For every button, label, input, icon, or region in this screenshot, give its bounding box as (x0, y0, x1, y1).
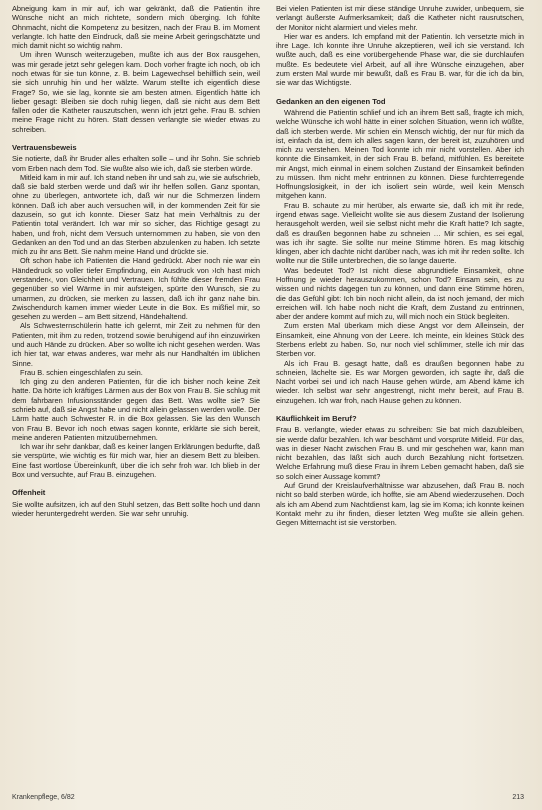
paragraph: Als Schwesternschülerin hatte ich gelernt, mir Zeit zu nehmen für den Patienten, mit ihm zu reden, trotzend sowie beruhigend auf ihn einzuwirken und auch Hände zu drücken. Aber so wollte ich nicht gesehen werden. Was ich hier tat, war etwas anderes, war mehr als nur Handhaltén im üblichen Sinne. (12, 321, 260, 368)
paragraph: Frau B. schien eingeschlafen zu sein. (20, 367, 143, 377)
paragraph: Bei vielen Patienten ist mir diese ständige Unruhe zuwider, unbequem, sie verlangt äußerste Aufmerksamkeit; daß die Katheter nicht rausrutschen, der Monitor nicht alarmiert und vieles mehr. (276, 4, 524, 32)
paragraph: Während die Patientin schlief und ich an ihrem Bett saß, fragte ich mich, welche Wünsche ich wohl hätte in einer solchen Situation, wenn ich wüßte, daß ich sterben werde. Mir schien ein Mensch wichtig, der nur für mich da ist, einfach da ist, dem ich alles sagen kann, der bereit ist, zuzuhören und mich zu verstehen. Meinen Tod konnte ich mir nicht vorstellen. Aber ich konnte die Einsamkeit, in der sich Frau B. befand, mitfühlen. Es bereitete mir Angst, mich einmal in einem solchen Zustand der Einsamkeit befinden zu müssen. Ihm nicht mehr entrinnen zu können. Diese furchterregende Hoffnungslosigkeit, in der ich isoliert sein würde, weil kein Mensch mitgehen kann. (276, 107, 524, 201)
paragraph: Sie notierte, daß ihr Bruder alles erhalten solle – und ihr Sohn. Sie schrieb vom Erben nach dem Tod. Sie wußte also wie ich, daß sie sterben würde. (12, 154, 260, 173)
page-number: 213 (512, 794, 524, 801)
paragraph: Als ich Frau B. gesagt hatte, daß es draußen begonnen habe zu schneien, lächelte sie. Es war Morgen geworden, ich sagte ihr, daß die Nacht vorbei sei und ich nach Hause gehen würde, am Abend käme ich wieder. Ich selbst war sehr angestrengt, nicht mehr bereit, auf Frau B. einzugehen. Ich war froh, nach Hause gehen zu können. (276, 358, 524, 405)
paragraph: Frau B. verlangte, wieder etwas zu schreiben: Sie bat mich dazubleiben, sie werde dafür bezahlen. Ich war beschämt und vorsprüte Mitleid. Für das, was in dieser Nacht zwischen Frau B. und mir geschehen war, kann man nicht bezahlen, das läßt sich auch durch Bezahlung nicht fortsetzen. Welche Erfahrung muß diese Frau in ihrem Leben gemacht haben, daß sie so solch einer Aussage kommt? (276, 425, 524, 481)
paragraph: Frau B. schaute zu mir herüber, als erwarte sie, daß ich mit ihr rede, irgend etwas sage. Vielleicht wollte sie aus diesem Zustand der Isolierung herausgeholt werden, weil sie selbst nicht mehr die Kraft hatte? Ich sagte, daß es draußen begonnen habe zu schneien … Mir schien, es sei egal, was ich ihr sagte. Sie sollte nur meine Stimme hören. Es mag kitschig klingen, aber ich dachte nicht darüber nach, was ich mit ihr reden sollte. Ich wollte nur die Stille unterbrechen, die so lange dauerte. (276, 200, 524, 266)
paragraph: Ich war ihr sehr dankbar, daß es keiner langen Erklärungen bedurfte, daß sie verspürte, wie wichtig es für mich war, hier an diesem Bett zu bleiben. Eine fast wortlose Übereinkunft, über die ich sehr froh war. Ich blieb in der Box und versuchte, auf Frau B. einzugehen. (12, 442, 260, 479)
paragraph: Sie wollte aufsitzen, ich auf den Stuhl setzen, das Bett sollte hoch und dann wieder heruntergedreht werden. Sie war sehr unruhig. (12, 499, 260, 518)
source-citation: Krankenpflege, 6/82 (12, 794, 75, 801)
section-heading: Offenheit (12, 488, 46, 498)
section-heading: Vertrauensbeweis (12, 142, 77, 152)
paragraph: Abneigung kam in mir auf, ich war gekränkt, daß die Patientin ihre Wünsche nicht an mich richtete, sondern mich überging. Ich fühlte Ohnmacht, nicht die Kompetenz zu besitzen, nach der Frau B. im Moment verlangte. Ich hatte den Eindruck, daß sie meine Arbeit geringschätzte und mich damit nicht so wichtig nahm. (12, 4, 260, 51)
paragraph: Zum ersten Mal überkam mich diese Angst vor dem Alleinsein, der Einsamkeit, eine Ahnung von der Leere. Ich meinte, ein kleines Stück des Sterbens erlebt zu haben. So, nur noch viel schlimmer, stelle ich mir das Sterben vor. (276, 321, 524, 359)
paragraph: Um ihren Wunsch weiterzugeben, mußte ich aus der Box rausgehen, was mir gerade jetzt sehr gelegen kam. Doch vorher fragte ich noch, ob ich noch etwas für sie tun könne, z. B. beim Lagewechsel behilflich sein, weil sie sich unruhig hin und her wälzte. Warum stellte ich eigentlich diese Frage? So, wie sie lag, konnte sie am besten atmen. Eigentlich hätte ich lieber gesagt: Bleiben sie doch ruhig liegen, daß sie nicht aus dem Bett fallen oder die Katheter rauszutschen, wenn ich jetzt gehe. Frau B. schien meine Frage nicht zu hören. Statt dessen verlangte sie wieder etwas zu schreiben. (12, 50, 260, 134)
paragraph: Ich ging zu den anderen Patienten, für die ich bisher noch keine Zeit hatte. Da hörte ich kräftiges Lärmen aus der Box von Frau B. Sie schlug mit dem fahrbaren Infusionsständer gegen das Bett. Was wollte sie? Sie schrieb auf, daß sie Angst habe und nicht allein gelassen werden wolle. Der Lärm hatte auch Schwester R. in die Box gelassen. Sie las den Wunsch von Frau B. Bevor ich noch etwas sagen konnte, erklärte sie sich bereit, meine anderen Patienten mitzuübernehmen. (12, 377, 260, 442)
paragraph: Oft schon habe ich Patienten die Hand gedrückt. Aber noch nie war ein Händedruck so voller tiefer Empfindung, ein Ausdruck von ›Ich hast mich verstanden‹, von Gleichheit und Vertrauen. Ich fühlte dieser fremden Frau gegenüber so viel Wärme in mir aufsteigen, spürte den Wunsch, sie zu umarmen, zu drücken, sie merken zu lassen, daß ich ihr ganz nahe bin. Zwischendurch kamen immer wieder Leute in die Box. Es mißfiel mir, so gesehen zu werden – am Bett sitzend, Händehaltend. (12, 256, 260, 322)
paragraph: Auf Grund der Kreislaufverhältnisse war abzusehen, daß Frau B. noch nicht so bald sterben würde, ich hoffte, sie am Abend wiederzusehen. Doch als ich am Abend zum Nachtdienst kam, lag sie im Koma; ich konnte keinen Kontakt mehr zu ihr finden, dieser letzten Weg mußte sie allein gehen. Gegen Mitternacht ist sie verstorben. (276, 481, 524, 528)
section-heading: Käuflichkeit im Beruf? (276, 413, 357, 423)
paragraph: Was bedeutet Tod? Ist nicht diese abgrundtiefe Einsamkeit, ohne Hoffnung je wieder herauszukommen, schon Tod? Einsam sein, es zu wissen und nichts dagegen tun zu können, und dann eine Stimme hören, die das Gefühl gibt: Ich bin noch nicht allein, da ist noch jemand, der mich erreichen will. Ich habe noch nicht die Kraft, dem Zustand zu entrinnen, aber der andere kommt auf mich zu, will mich noch ein Stück begleiten. (276, 265, 524, 322)
right-column (276, 4, 524, 782)
paragraph: Hier war es anders. Ich empfand mit der Patientin. Ich versetzte mich in ihre Lage. Ich konnte ihre Unruhe akzeptieren, weil ich sie verstand. Ich wußte auch, daß es eine vorübergehende Phase war, die sie durchlaufen mußte. Es bedeutete viel Arbeit, auf all ihre Wünsche einzugehen, aber zum ersten Mal wurde mir bewußt, daß es Frau B. war, für die ich da bin, sie war das Wichtigste. (276, 31, 524, 88)
left-column (12, 4, 260, 782)
paragraph: Mitleid kam in mir auf. Ich stand neben ihr und sah zu, wie sie aufschrieb, daß sie bald sterben werde und daß wir ihr helfen sollen. Ganz spontan, ohne zu überlegen, antwortete ich, daß wir nur die Schmerzen lindern können. Daß ich aber auch versuchen will, in der kommenden Zeit für sie dazusein, so gut ich konnte. Dieser Satz hat mein Verhältnis zu der Patientin total verändert. Ich war mir so sicher, das Richtige gesagt zu haben, und froh, nicht dem Versuch unternommen zu haben, sie von den Gedanken an den Tod und an das Sterben abzulenken zu haben. Ich setzte mich zu ihr ans Bett. Sie nahm meine Hand und drückte sie. (12, 172, 260, 257)
section-heading: Gedanken an den eigenen Tod (276, 96, 386, 106)
